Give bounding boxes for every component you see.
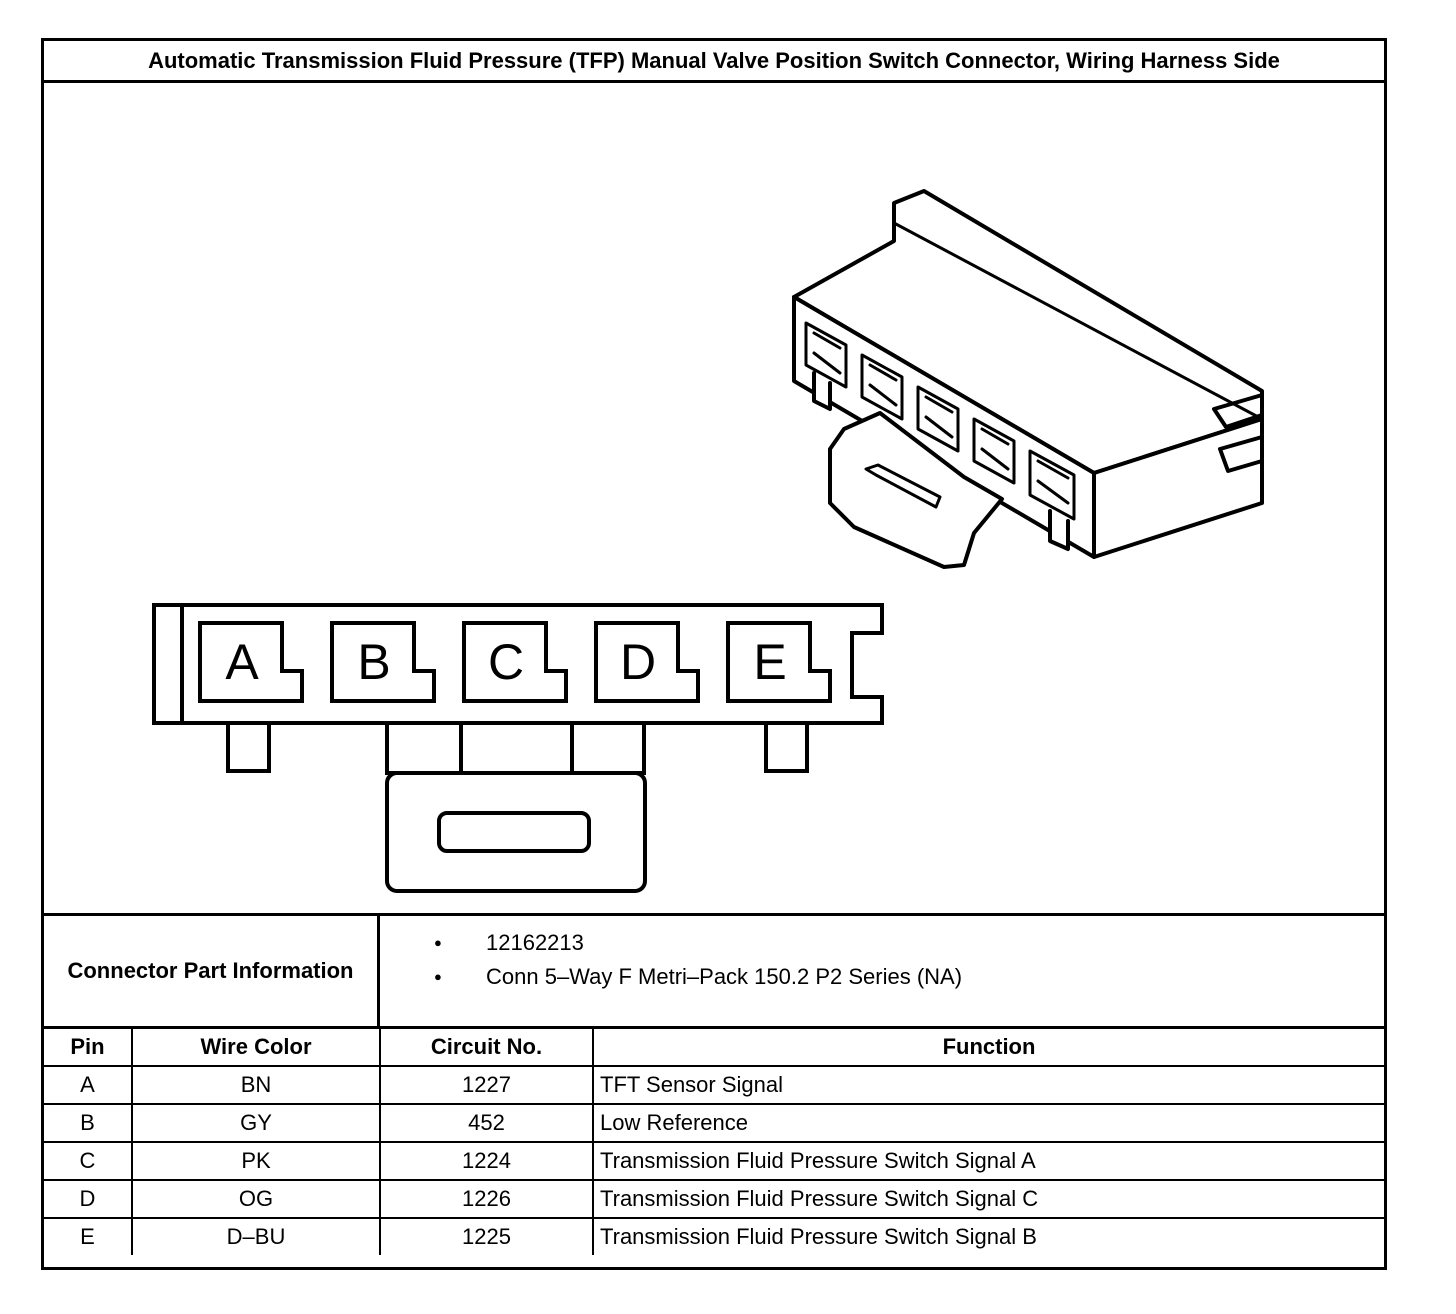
- table-row: [44, 1180, 1384, 1218]
- cavity-label-b: B: [357, 634, 391, 690]
- header-wire-color: Wire Color: [132, 1029, 380, 1066]
- connector-part-info-list: [434, 926, 962, 994]
- pinout-table: [44, 1029, 1384, 1255]
- wire-color-cell: BN: [132, 1066, 380, 1104]
- function-cell: Transmission Fluid Pressure Switch Signal C: [593, 1180, 1384, 1218]
- cavity-label-c: C: [487, 634, 525, 690]
- circuit-cell: 1225: [380, 1218, 593, 1255]
- connector-illustration: [44, 83, 1384, 915]
- cavity-label-e: E: [753, 634, 787, 690]
- table-row: [44, 1104, 1384, 1142]
- table-row: [44, 1066, 1384, 1104]
- circuit-cell: 452: [380, 1104, 593, 1142]
- circuit-cell: 1226: [380, 1180, 593, 1218]
- function-cell: TFT Sensor Signal: [593, 1066, 1384, 1104]
- function-cell: Transmission Fluid Pressure Switch Signal B: [593, 1218, 1384, 1255]
- page-title: Automatic Transmission Fluid Pressure (TFP) Manual Valve Position Switch Connector, Wiring Harness Side: [44, 41, 1384, 83]
- part-number: ● 12162213: [434, 926, 962, 960]
- pin-cell: A: [44, 1066, 132, 1104]
- circuit-cell: 1224: [380, 1142, 593, 1180]
- cavity-label-a: A: [225, 634, 259, 690]
- wire-color-cell: D–BU: [132, 1218, 380, 1255]
- header-pin: Pin: [44, 1029, 132, 1066]
- pin-cell: B: [44, 1104, 132, 1142]
- wire-color-cell: PK: [132, 1142, 380, 1180]
- connector-diagram: [44, 83, 1384, 915]
- pin-cell: D: [44, 1180, 132, 1218]
- circuit-cell: 1227: [380, 1066, 593, 1104]
- connector-sheet: [41, 38, 1387, 1270]
- function-cell: Low Reference: [593, 1104, 1384, 1142]
- header-function: Function: [593, 1029, 1384, 1066]
- connector-part-info: [44, 913, 1384, 1029]
- cavity-label-d: D: [619, 634, 657, 690]
- function-cell: Transmission Fluid Pressure Switch Signal A: [593, 1142, 1384, 1180]
- table-header-row: [44, 1029, 1384, 1066]
- wire-color-cell: GY: [132, 1104, 380, 1142]
- connector-part-info-label: Connector Part Information: [44, 916, 380, 1026]
- connector-description: ● Conn 5–Way F Metri–Pack 150.2 P2 Series (NA): [434, 960, 962, 994]
- table-row: [44, 1142, 1384, 1180]
- header-circuit-no: Circuit No.: [380, 1029, 593, 1066]
- wire-color-cell: OG: [132, 1180, 380, 1218]
- connector-3d-view: [794, 191, 1262, 567]
- table-row: [44, 1218, 1384, 1255]
- pin-cell: E: [44, 1218, 132, 1255]
- pin-cell: C: [44, 1142, 132, 1180]
